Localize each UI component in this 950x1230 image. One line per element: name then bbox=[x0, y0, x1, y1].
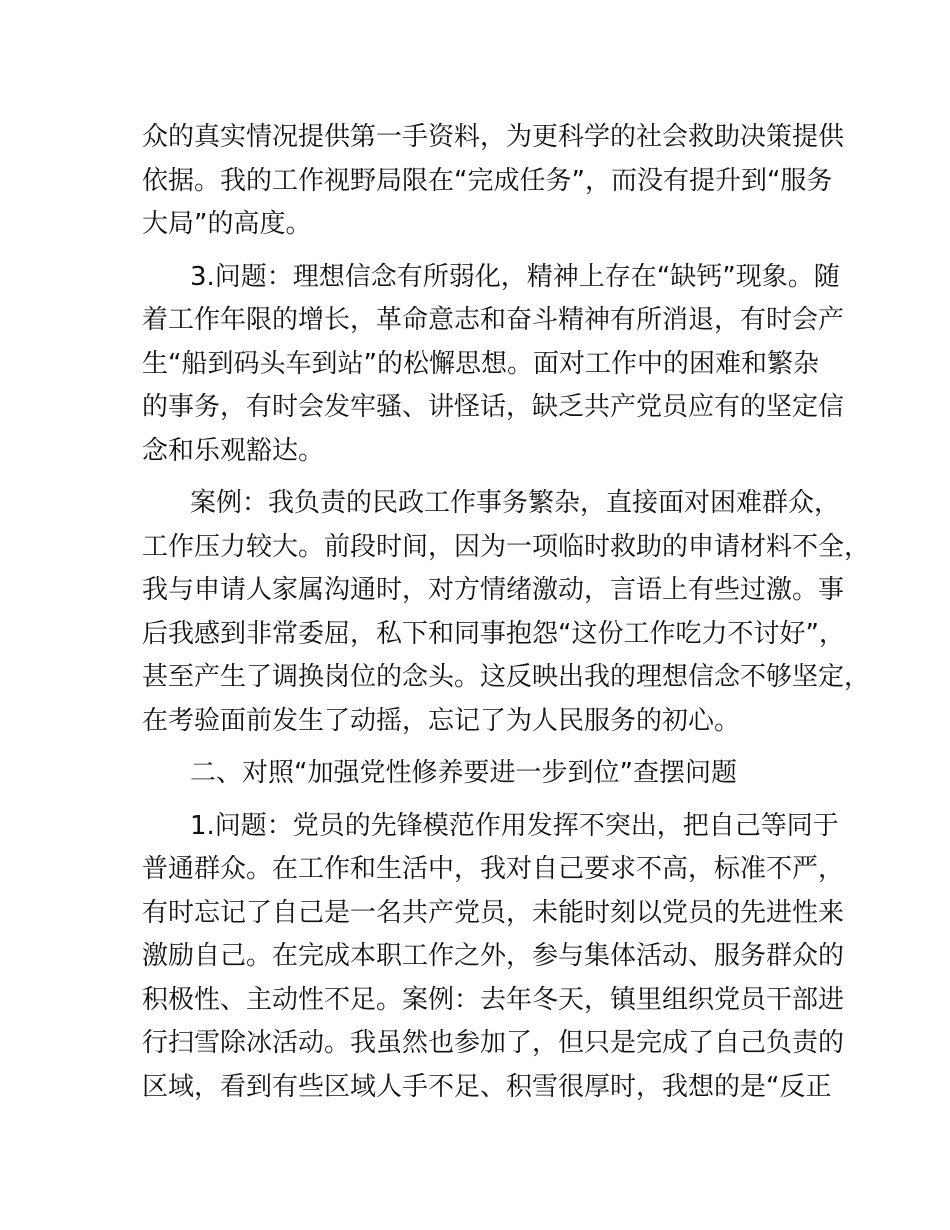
paragraph bbox=[142, 482, 871, 743]
text-line: 生“船到码头车到站”的松懈思想。面对工作中的困难和繁杂 bbox=[142, 348, 819, 379]
paragraph bbox=[142, 256, 862, 474]
text-line: 激励自己。在完成本职工作之外，参与集体活动、服务群众的 bbox=[142, 941, 845, 971]
text-line: 3.问题：理想信念有所弱化，精神上存在“缺钙”现象。随 bbox=[190, 261, 840, 292]
text-line: 二、对照“加强党性修养要进一步到位”查摆问题 bbox=[190, 758, 737, 788]
text-line: 1.问题：党员的先锋模范作用发挥不突出，把自己等同于 bbox=[190, 810, 839, 841]
text-line: 众的真实情况提供第一手资料，为更科学的社会救助决策提供 bbox=[142, 122, 845, 152]
paragraph bbox=[142, 752, 862, 796]
paragraph bbox=[142, 116, 862, 247]
text-line: 念和乐观豁达。 bbox=[142, 435, 325, 466]
text-line: 有时忘记了自己是一名共产党员，未能时刻以党员的先进性来 bbox=[142, 897, 845, 928]
text-line: 的事务，有时会发牢骚、讲怪话，缺乏共产党员应有的坚定信 bbox=[142, 392, 845, 422]
text-line: 普通群众。在工作和生活中，我对自己要求不高，标准不严， bbox=[142, 854, 845, 884]
text-line: 后我感到非常委屈，私下和同事抱怨“这份工作吃力不讨好”， bbox=[142, 618, 845, 649]
text-line: 甚至产生了调换岗位的念头。这反映出我的理想信念不够坚定， bbox=[142, 662, 871, 692]
text-line: 大局”的高度。 bbox=[142, 209, 312, 239]
document-page bbox=[142, 116, 871, 1118]
text-line: 案例：我负责的民政工作事务繁杂，直接面对困难群众， bbox=[190, 488, 841, 518]
text-line: 着工作年限的增长，革命意志和奋斗精神有所消退，有时会产 bbox=[142, 305, 845, 335]
text-line: 我与申请人家属沟通时，对方情绪激动，言语上有些过激。事 bbox=[142, 575, 845, 605]
text-line: 在考验面前发生了动摇，忘记了为人民服务的初心。 bbox=[142, 705, 741, 736]
text-line: 行扫雪除冰活动。我虽然也参加了，但只是完成了自己负责的 bbox=[142, 1028, 845, 1058]
paragraph bbox=[142, 805, 862, 1110]
text-line: 依据。我的工作视野局限在“完成任务”，而没有提升到“服务 bbox=[142, 165, 833, 196]
text-line: 工作压力较大。前段时间，因为一项临时救助的申请材料不全， bbox=[142, 531, 871, 562]
text-line: 积极性、主动性不足。案例：去年冬天，镇里组织党员干部进 bbox=[142, 984, 845, 1015]
text-line: 区域，看到有些区域人手不足、积雪很厚时，我想的是“反正 bbox=[142, 1071, 832, 1102]
